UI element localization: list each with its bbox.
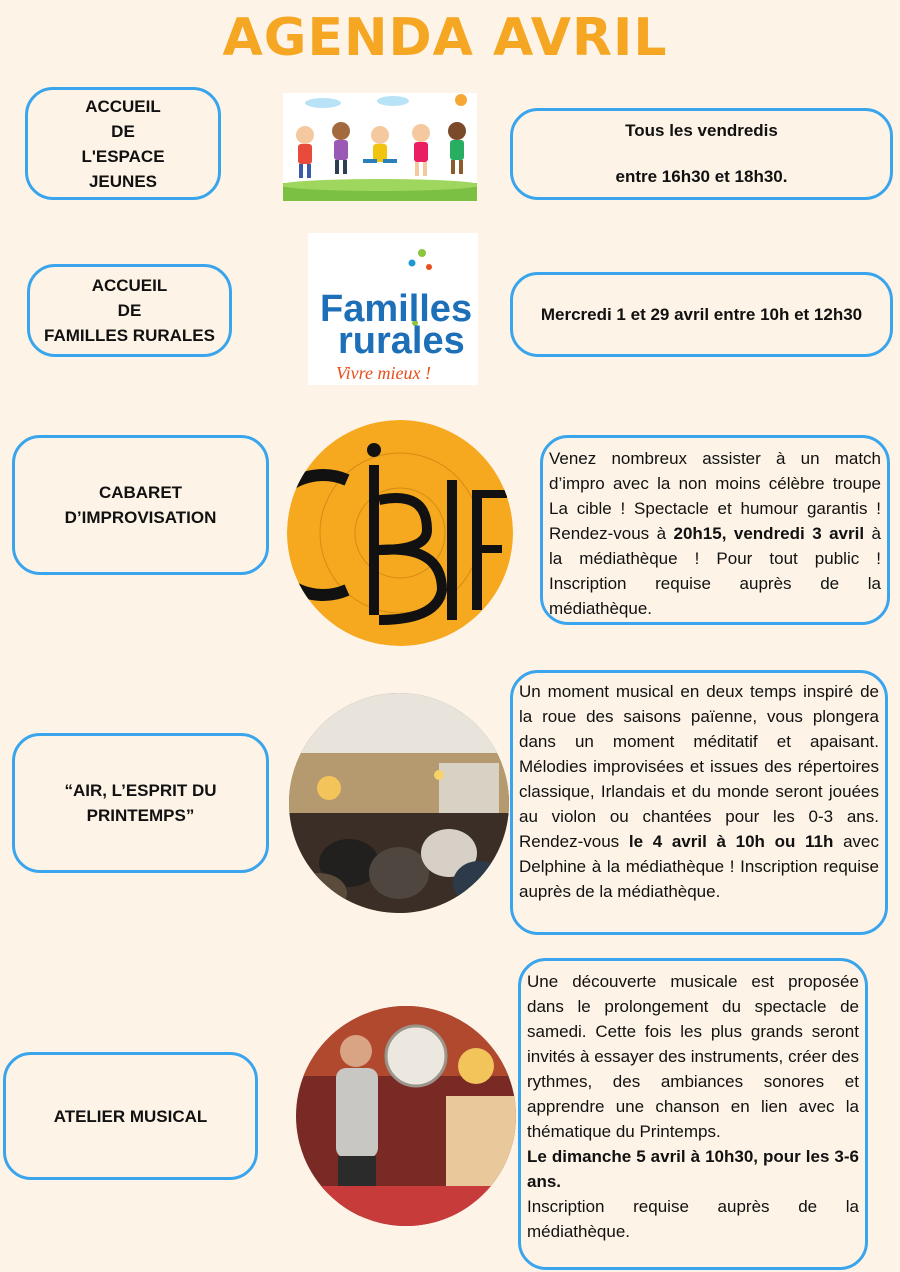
desc-text: Inscription requise auprès de la médiathèque. [527,1197,859,1241]
la-cible-logo [287,420,513,646]
info-line: Mercredi 1 et 29 avril entre 10h et 12h30 [540,304,863,324]
label-line: D’IMPROVISATION [64,508,217,527]
label-line: CABARET [98,483,183,502]
label-line: ACCUEIL [85,96,161,116]
logo-slogan: Vivre mieux ! [336,363,431,383]
label-line: DE [117,301,142,320]
label-line: FAMILLES RURALES [44,326,215,345]
info-line: Tous les vendredis [625,121,778,140]
event-label-cabaret [12,435,269,575]
desc-highlight: 20h15, vendredi 3 avril [673,524,865,543]
event-desc-atelier-musical [518,958,868,1270]
kids-illustration [283,93,477,201]
label-line: ACCUEIL [91,276,168,295]
label-line: DE [111,121,135,141]
page-title: AGENDA AVRIL [222,8,668,68]
info-line: entre 16h30 et 18h30. [615,167,788,186]
desc-text: Une découverte musicale est proposée dans le prolongement du spectacle de samedi. Cette fois les plus grands seront invités à essayer des instruments, créer des rythmes, des ambiances sonores et apprendre une chanson en lien avec la thématique du Printemps. [527,972,859,1141]
desc-highlight: Le dimanche 5 avril à 10h30, pour les 3-6 ans. [527,1147,859,1191]
event-info-espace-jeunes [510,108,893,200]
concert-photo [289,693,509,913]
event-desc-cabaret [540,435,890,625]
label-line: ATELIER MUSICAL [53,1106,208,1126]
desc-text: avec Delphine à la médiathèque ! Inscription requise auprès de la médiathèque. [519,832,879,901]
event-desc-air-printemps [510,670,888,935]
desc-text: Venez nombreux assister à un match d’impro avec la non moins célèbre troupe La cible ! Spectacle et humour garantis ! Rendez-vous à [549,449,881,543]
event-info-familles-rurales [510,272,893,357]
familles-rurales-logo [308,233,478,385]
label-line: JEUNES [88,171,157,191]
desc-highlight: le 4 avril à 10h ou 11h [628,832,834,851]
label-line: L'ESPACE [81,146,165,166]
label-line: PRINTEMPS” [86,806,195,825]
desc-text: à la médiathèque ! Pour tout public ! Inscription requise auprès de la médiathèque. [549,524,881,618]
desc-text: Un moment musical en deux temps inspiré de la roue des saisons païenne, vous plongera dans un moment méditatif et apaisant. Mélodies improvisées et issues des répertoires classique, Irlandais et du monde seront jouées au violon ou chantées pour les 0-3 ans. Rendez-vous [519,682,879,851]
event-label-atelier-musical [3,1052,258,1180]
label-line: “AIR, L’ESPRIT DU [64,781,217,800]
logo-word-2: rurales [338,320,465,362]
event-label-air-printemps [12,733,269,873]
workshop-photo [296,1006,516,1226]
logo-word-1: Familles [320,288,473,330]
event-label-familles-rurales [27,264,232,357]
event-label-espace-jeunes [25,87,221,200]
